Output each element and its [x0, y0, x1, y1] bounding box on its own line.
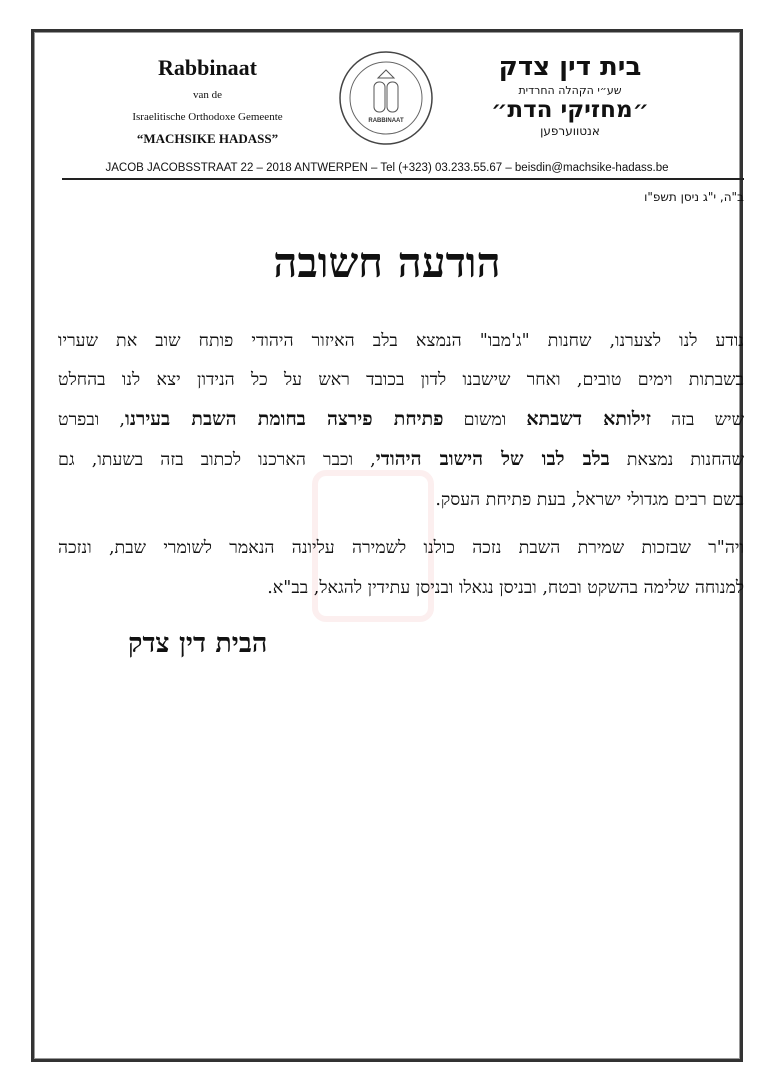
- bold-text: זילותא דשבתא: [526, 408, 651, 430]
- body-line: [58, 489, 744, 510]
- body-text: נודע לנו לצערנו, שחנות "ג'מבו" הנמצא בלב האיזור היהודי פותח שוב את שעריו: [58, 331, 744, 351]
- rabbinaat-title: Rabbinaat: [157, 55, 258, 80]
- body-line: [58, 369, 744, 390]
- body-text: שיש בזה: [650, 410, 744, 430]
- bold-text: פתיחת פירצה בחומת השבת בעירנו: [124, 408, 444, 430]
- kehilla-line: שע״י הקהלה החרדית: [518, 84, 622, 97]
- header-left: [120, 55, 295, 147]
- body-line: [58, 537, 744, 558]
- machsike-hadass: “MACHSIKE HADASS”: [136, 131, 279, 146]
- body-text: בשם רבים מגדולי ישראל, בעת פתיחת העסק.: [435, 490, 744, 510]
- body-text: ומשום: [443, 410, 527, 430]
- svg-text:RABBINAAT: RABBINAAT: [368, 118, 404, 124]
- address-line: JACOB JACOBSSTRAAT 22 – 2018 ANTWERPEN – Tel (+323) 03.233.55.67 – beisdin@machsike-hadass.be: [105, 162, 669, 174]
- header-divider: [62, 178, 744, 180]
- body-text: ויה"ר שבזכות שמירת השבת נזכה כולנו לשמירה עליונה הנאמר לשומרי שבת, ונזכה: [58, 538, 744, 558]
- body-line: [58, 577, 744, 598]
- beis-din-title: בית דין צדק: [498, 52, 642, 82]
- van-de: van de: [192, 89, 222, 101]
- body-text: , וכבר הארכנו לכתוב בזה בשעתו, גם: [58, 450, 376, 470]
- machzikei-hadas: ״מחזיקי הדת״: [491, 97, 649, 123]
- signature: הבית דין צדק: [128, 628, 268, 659]
- bold-text: בלב לבו של הישוב היהודי: [375, 448, 610, 470]
- body-line: [58, 408, 744, 431]
- notice-title: הודעה חשובה: [273, 238, 501, 287]
- seal-logo: [338, 50, 434, 146]
- header-right: [475, 52, 665, 138]
- community-name: Israelitische Orthodoxe Gemeente: [132, 111, 283, 123]
- body-text: , ובפרט: [58, 410, 125, 430]
- antwerpen-yiddish: אנטווערפען: [540, 124, 600, 138]
- date-line: ב"ה, י"ג ניסן תשפ"ו: [644, 190, 744, 204]
- body-text: בשבתות וימים טובים, ואחר שישבנו לדון בכובד ראש על כל הנידון יצא לנו בהחלט: [58, 370, 744, 390]
- body-text: שהחנות נמצאת: [609, 450, 745, 470]
- body-line: [58, 448, 744, 471]
- body-line: [58, 330, 744, 351]
- body-text: למנוחה שלימה בהשקט ובטח, ובניסן נגאלו ובניסן עתידין להגאל, בב"א.: [267, 578, 744, 598]
